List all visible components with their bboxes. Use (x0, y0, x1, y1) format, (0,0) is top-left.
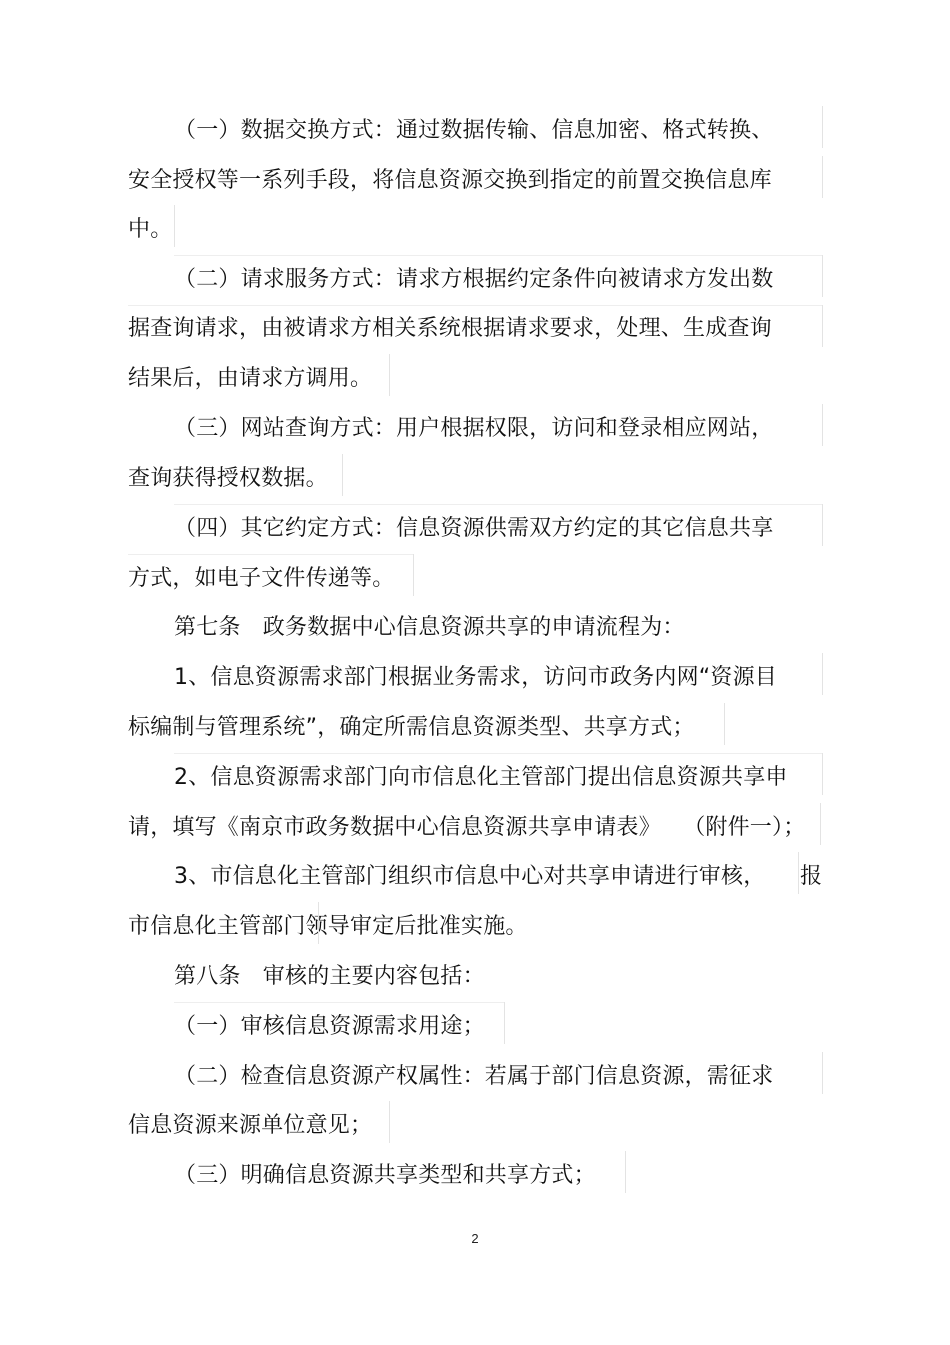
paragraph-line: 查询获得授权数据。 (128, 466, 328, 491)
article-heading: 第七条 政务数据中心信息资源共享的申请流程为： (174, 615, 685, 640)
page-number: 2 (471, 1231, 479, 1246)
scan-guide (389, 1101, 390, 1143)
scan-guide (822, 1052, 823, 1094)
scan-guide (128, 554, 413, 555)
paragraph-line: 方式，如电子文件传递等。 (128, 566, 395, 591)
scan-guide (413, 554, 414, 596)
paragraph-line: 1、信息资源需求部门根据业务需求，访问市政务内网“资源目 (174, 665, 777, 690)
scan-guide (822, 106, 823, 148)
paragraph-line: 市信息化主管部门领导审定后批准实施。 (128, 914, 528, 939)
scan-guide (389, 354, 390, 396)
scan-guide (174, 753, 822, 754)
article-heading: 第八条 审核的主要内容包括： (174, 964, 485, 989)
scan-guide (174, 504, 822, 505)
scan-guide (174, 255, 822, 256)
scan-guide (820, 803, 821, 845)
scan-guide (174, 1002, 504, 1003)
trailing-char: 报 (800, 864, 823, 889)
scan-guide (342, 454, 343, 496)
paragraph-line: （一）数据交换方式：通过数据传输、信息加密、格式转换、 (174, 118, 774, 143)
paragraph-line: （四）其它约定方式：信息资源供需双方约定的其它信息共享 (174, 516, 774, 541)
scan-guide (174, 205, 175, 247)
paragraph-line: 结果后，由请求方调用。 (128, 366, 373, 391)
paragraph-line: 标编制与管理系统”，确定所需信息资源类型、共享方式； (128, 715, 695, 740)
paragraph-line: （三）网站查询方式：用户根据权限，访问和登录相应网站， (174, 416, 774, 441)
paragraph-line: （二）检查信息资源产权属性：若属于部门信息资源，需征求 (174, 1064, 774, 1089)
paragraph-line: 请，填写《南京市政务数据中心信息资源共享申请表》 （附件一）； (128, 815, 806, 840)
paragraph-line: 3、市信息化主管部门组织市信息中心对共享申请进行审核， (174, 864, 766, 889)
scan-guide (128, 305, 822, 306)
scan-guide (822, 404, 823, 446)
scan-guide (504, 1002, 505, 1044)
paragraph-line: 2、信息资源需求部门向市信息化主管部门提出信息资源共享申 (174, 765, 788, 790)
scan-guide (822, 504, 823, 546)
scan-guide (724, 703, 725, 745)
paragraph-line: （三）明确信息资源共享类型和共享方式； (174, 1163, 596, 1188)
paragraph-line: 安全授权等一系列手段，将信息资源交换到指定的前置交换信息库 (128, 168, 772, 193)
paragraph-line: 信息资源来源单位意见； (128, 1113, 373, 1138)
scan-guide (822, 305, 823, 347)
scan-guide (822, 753, 823, 795)
scan-guide (822, 156, 823, 198)
scan-guide (822, 255, 823, 297)
paragraph-line: （二）请求服务方式：请求方根据约定条件向被请求方发出数 (174, 267, 774, 292)
paragraph-line: （一）审核信息资源需求用途； (174, 1014, 485, 1039)
scan-guide (625, 1151, 626, 1193)
paragraph-line: 据查询请求，由被请求方相关系统根据请求要求，处理、生成查询 (128, 316, 772, 341)
scan-guide (798, 852, 799, 894)
scan-guide (822, 653, 823, 695)
scan-guide (318, 902, 319, 944)
paragraph-line: 中。 (128, 217, 173, 242)
